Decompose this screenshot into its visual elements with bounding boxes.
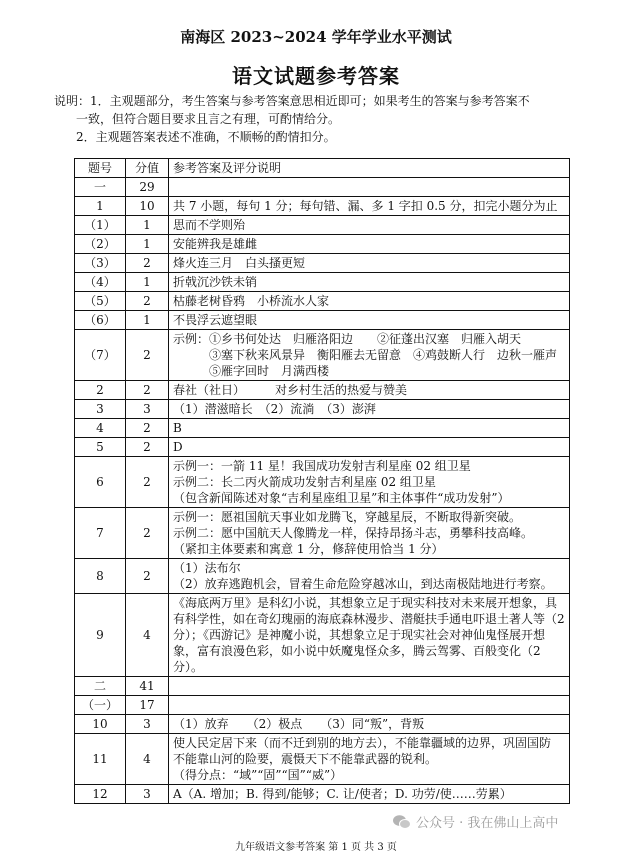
question-number: 二 — [75, 677, 126, 696]
note-line: 说明：1．主观题部分，考生答案与参考答案意思相近即可；如果考生的答案与参考答案不 — [54, 94, 530, 108]
table-row — [75, 457, 570, 508]
answer-line: 示例二：长二丙火箭成功发射吉利星座 02 组卫星 — [173, 475, 436, 489]
note-line: 2．主观题答案表述不准确，不顺畅的酌情扣分。 — [76, 130, 336, 144]
watermark-text: 公众号 · 我在佛山上高中 — [416, 816, 559, 831]
question-number: （4） — [75, 273, 126, 292]
question-number: 一 — [75, 178, 126, 197]
answer-line: 象，富有浪漫色彩，如小说中妖魔鬼怪众多，腾云驾雾、百般变化（2 分）。 — [173, 644, 541, 674]
answer-cell: D — [169, 438, 570, 457]
table-row — [75, 197, 570, 216]
question-score: 3 — [126, 400, 169, 419]
answer-line: 有科学性，如在奇幻瑰丽的海底森林漫步、潜艇扶手通电吓退土著人等（2 — [173, 612, 565, 626]
question-number: （3） — [75, 254, 126, 273]
answer-cell — [169, 457, 570, 508]
answer-line: 不能靠山河的险要，震慑天下不能靠武器的锐利。 — [173, 752, 438, 766]
question-score: 2 — [126, 292, 169, 311]
answer-line: 示例一：一箭 11 星！我国成功发射吉利星座 02 组卫星 — [173, 459, 471, 473]
answer-line: 示例一：愿祖国航天事业如龙腾飞，穿越星辰，不断取得新突破。 — [173, 510, 522, 524]
answer-table — [74, 158, 570, 804]
answer-line: （包含新闻陈述对象“吉利星座组卫星”和主体事件“成功发射”） — [173, 491, 510, 505]
table-row — [75, 330, 570, 381]
table-row — [75, 381, 570, 400]
question-number: 12 — [75, 785, 126, 804]
answer-cell — [169, 508, 570, 559]
answer-cell: 思而不学则殆 — [169, 216, 570, 235]
answer-title: 语文试题参考答案 — [232, 64, 400, 88]
question-number: 3 — [75, 400, 126, 419]
question-score: 2 — [126, 381, 169, 400]
question-score: 29 — [126, 178, 169, 197]
question-number: 7 — [75, 508, 126, 559]
question-score: 10 — [126, 197, 169, 216]
answer-cell — [169, 594, 570, 677]
answer-line: 示例二：愿中国航天人像腾龙一样，保持昂扬斗志，勇攀科技高峰。 — [173, 526, 534, 540]
question-number: （5） — [75, 292, 126, 311]
note-line: 一致，但符合题目要求且言之有理，可酌情给分。 — [76, 112, 341, 126]
answer-cell — [169, 734, 570, 785]
table-row — [75, 785, 570, 804]
question-number: 10 — [75, 715, 126, 734]
question-number: （1） — [75, 216, 126, 235]
table-row — [75, 311, 570, 330]
answer-cell: 折戟沉沙铁未销 — [169, 273, 570, 292]
question-number: 2 — [75, 381, 126, 400]
question-score: 2 — [126, 508, 169, 559]
answer-cell: 烽火连三月 白头搔更短 — [169, 254, 570, 273]
question-score: 17 — [126, 696, 169, 715]
table-row — [75, 235, 570, 254]
question-score: 1 — [126, 311, 169, 330]
answer-line: 分）；《西游记》是神魔小说，其想象立足于现实社会对神仙鬼怪展开想 — [173, 628, 546, 642]
answer-line: ⑤雁字回时 月满西楼 — [173, 364, 330, 378]
question-number: 6 — [75, 457, 126, 508]
answer-line: （得分点：“域”“固”“国”“威”） — [173, 768, 343, 782]
answer-line: （1）法布尔 — [173, 561, 241, 575]
table-row — [75, 178, 570, 197]
question-score: 3 — [126, 785, 169, 804]
table-row — [75, 508, 570, 559]
question-score: 1 — [126, 216, 169, 235]
answer-cell — [169, 559, 570, 594]
header-answer: 参考答案及评分说明 — [169, 159, 570, 178]
answer-line: （紧扣主体要素和寓意 1 分，修辞使用恰当 1 分） — [173, 542, 444, 556]
answer-line: 示例：①乡书何处达 归雁洛阳边 ②征蓬出汉塞 归雁入胡天 — [173, 332, 522, 346]
question-score: 2 — [126, 559, 169, 594]
table-row — [75, 715, 570, 734]
header-num: 题号 — [75, 159, 126, 178]
table-body — [75, 178, 570, 804]
table-row — [75, 677, 570, 696]
question-number: 9 — [75, 594, 126, 677]
question-score: 4 — [126, 594, 169, 677]
answer-cell: （1）放弃 （2）极点 （3）同“叛”，背叛 — [169, 715, 570, 734]
table-row — [75, 559, 570, 594]
exam-title: 南海区 2023~2024 学年学业水平测试 — [180, 28, 452, 46]
table-header-row — [75, 159, 570, 178]
answer-cell: B — [169, 419, 570, 438]
notes — [54, 92, 594, 146]
watermark — [392, 812, 558, 831]
question-score: 1 — [126, 273, 169, 292]
table-row — [75, 594, 570, 677]
answer-cell: 春社（社日） 对乡村生活的热爱与赞美 — [169, 381, 570, 400]
question-number: （2） — [75, 235, 126, 254]
question-score: 2 — [126, 419, 169, 438]
answer-line: 使人民定居下来（而不迁到别的地方去），不能靠疆域的边界，巩固国防 — [173, 736, 552, 750]
answer-cell: 安能辨我是雄雌 — [169, 235, 570, 254]
question-score: 2 — [126, 254, 169, 273]
answer-line: 《海底两万里》是科幻小说，其想象立足于现实科技对未来展开想象，具 — [173, 596, 558, 610]
question-score: 2 — [126, 457, 169, 508]
table-row — [75, 273, 570, 292]
question-number: （一） — [75, 696, 126, 715]
question-score: 2 — [126, 438, 169, 457]
question-score: 4 — [126, 734, 169, 785]
answer-line: ③塞下秋来风景异 衡阳雁去无留意 ④鸡鼓断人行 边秋一雁声 — [173, 348, 558, 362]
question-score: 2 — [126, 330, 169, 381]
answer-cell — [169, 330, 570, 381]
table-row — [75, 216, 570, 235]
question-score: 3 — [126, 715, 169, 734]
answer-cell: 共 7 小题，每句 1 分；每句错、漏、多 1 字扣 0.5 分，扣完小题分为止 — [169, 197, 570, 216]
answer-cell: A（A. 增加；B. 得到/能够；C. 让/使者；D. 功劳/使……劳累） — [169, 785, 570, 804]
question-number: 1 — [75, 197, 126, 216]
table-row — [75, 696, 570, 715]
table-row — [75, 400, 570, 419]
question-score: 41 — [126, 677, 169, 696]
table-row — [75, 254, 570, 273]
question-number: 8 — [75, 559, 126, 594]
header-score: 分值 — [126, 159, 169, 178]
table-row — [75, 419, 570, 438]
question-number: （7） — [75, 330, 126, 381]
answer-cell — [169, 178, 570, 197]
table-row — [75, 292, 570, 311]
wechat-icon — [392, 814, 412, 830]
answer-cell: （1）潜滋暗长 （2）流淌 （3）澎湃 — [169, 400, 570, 419]
answer-cell — [169, 696, 570, 715]
answer-cell: 不畏浮云遮望眼 — [169, 311, 570, 330]
question-number: 4 — [75, 419, 126, 438]
answer-cell — [169, 677, 570, 696]
answer-line: （2）放弃逃跑机会，冒着生命危险穿越冰山，到达南极陆地进行考察。 — [173, 577, 553, 591]
answer-cell: 枯藤老树昏鸦 小桥流水人家 — [169, 292, 570, 311]
question-number: 5 — [75, 438, 126, 457]
question-number: 11 — [75, 734, 126, 785]
table-row — [75, 438, 570, 457]
question-score: 1 — [126, 235, 169, 254]
page-footer: 九年级语文参考答案 第 1 页 共 3 页 — [235, 842, 397, 853]
table-row — [75, 734, 570, 785]
question-number: （6） — [75, 311, 126, 330]
